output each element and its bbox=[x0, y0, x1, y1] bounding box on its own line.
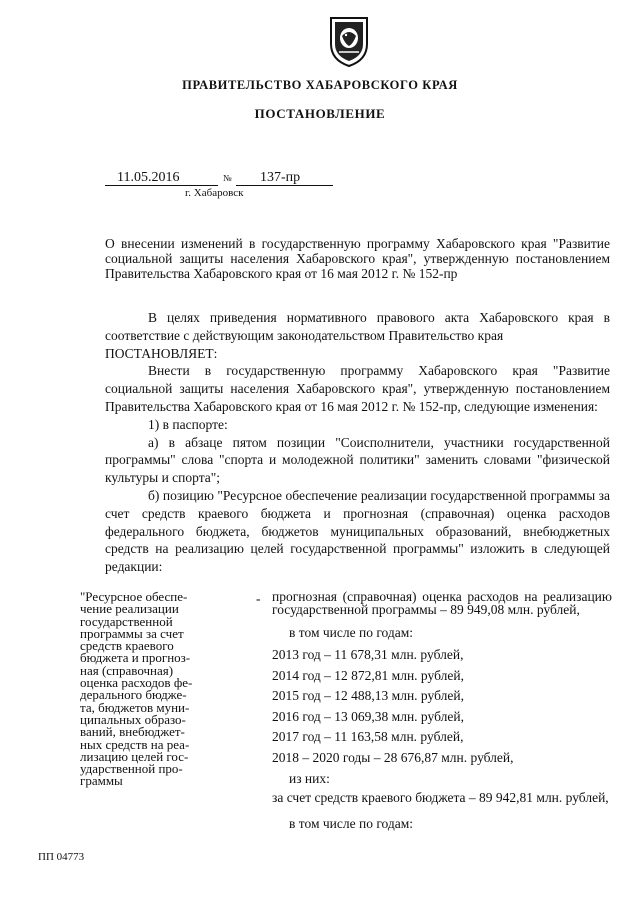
body-text bbox=[105, 309, 610, 576]
date-number-line bbox=[105, 170, 333, 186]
item-b-paragraph: б) позицию "Ресурсное обеспечение реализации государственной программы за счет средств краевого бюджета и прогнозная (справочная) оценка расходов федерального бюджета, бюджетов муниципальных образований, внебюджетных средств на реализацию целей государственной программы" изложить в следующей редакции: bbox=[105, 487, 610, 575]
of-which-label: из них: bbox=[289, 771, 330, 786]
resolves-heading: ПОСТАНОВЛЯЕТ: bbox=[105, 345, 218, 361]
city-label: г. Хабаровск bbox=[185, 187, 244, 199]
position-title-line: дерального бюдже- bbox=[80, 687, 187, 703]
year-amount: 2018 – 2020 годы – 28 676,87 млн. рублей, bbox=[272, 749, 514, 765]
year-amount: 2013 год – 11 678,31 млн. рублей, bbox=[272, 647, 464, 662]
position-title-line: средств краевого bbox=[80, 638, 174, 654]
item-a-paragraph: а) в абзаце пятом позиции "Соисполнители, участники государственной программы" слова "спорта и молодежной политики" заменить словами "физической культуры и спорта"; bbox=[105, 434, 610, 486]
position-title-line: ных средств на реа- bbox=[80, 736, 190, 752]
position-value-cell bbox=[272, 591, 612, 832]
position-title-line: лизацию целей гос- bbox=[80, 748, 189, 764]
by-years-label: в том числе по годам: bbox=[289, 625, 414, 640]
year-amount: 2014 год – 12 872,81 млн. рублей, bbox=[272, 667, 464, 683]
total-estimate: прогнозная (справочная) оценка расходов на реализацию государственной программы – 89 949,08 млн. рублей, bbox=[272, 589, 612, 617]
position-title-line: та, бюджетов муни- bbox=[80, 699, 190, 715]
position-title-line: граммы bbox=[80, 773, 123, 789]
position-title-line: ваний, внебюджет- bbox=[80, 724, 185, 740]
resolution-subject: О внесении изменений в государственную программу Хабаровского края "Развитие социальной защиты населения Хабаровского края", утвержденную постановлением Правительства Хабаровского края от 16 мая 2012 г. № 152-пр bbox=[105, 236, 610, 281]
resolution-number: 137-пр bbox=[260, 170, 301, 185]
year-amount: 2015 год – 12 488,13 млн. рублей, bbox=[272, 688, 464, 703]
preamble-paragraph: В целях приведения нормативного правового акта Хабаровского края в соответствие с действующим законодательством Правительство края bbox=[105, 310, 610, 343]
position-title-line: чение реализации bbox=[80, 601, 179, 617]
passport-item: 1) в паспорте: bbox=[148, 416, 228, 432]
position-title-line: бюджета и прогноз- bbox=[80, 650, 191, 666]
government-name: ПРАВИТЕЛЬСТВО ХАБАРОВСКОГО КРАЯ bbox=[182, 78, 458, 92]
resolution-date: 11.05.2016 bbox=[117, 170, 180, 185]
by-years-label: в том числе по годам: bbox=[289, 815, 414, 831]
separator-dash: - bbox=[256, 591, 261, 606]
document-type-title: ПОСТАНОВЛЕНИЕ bbox=[254, 106, 386, 121]
year-amount: 2016 год – 13 069,38 млн. рублей, bbox=[272, 708, 464, 724]
position-title-line: программы за счет bbox=[80, 625, 184, 641]
amendment-intro-paragraph: Внести в государственную программу Хабаровского края "Развитие социальной защиты населения Хабаровского края", утвержденную постановлением Правительства Хабаровского края от 16 мая 2012 г. № 152-пр, следующие изменения: bbox=[105, 363, 610, 414]
regional-budget-amount: за счет средств краевого бюджета – 89 942,81 млн. рублей, bbox=[272, 790, 609, 805]
position-title-line: "Ресурсное обеспе- bbox=[80, 589, 188, 604]
coat-of-arms-icon bbox=[327, 14, 371, 68]
position-title-line: ударственной про- bbox=[80, 761, 183, 777]
position-title-line: ная (справочная) bbox=[80, 662, 174, 678]
position-title-cell bbox=[80, 591, 240, 788]
year-amount: 2017 год – 11 163,58 млн. рублей, bbox=[272, 729, 464, 744]
number-sign: № bbox=[223, 173, 232, 183]
document-code: ПП 04773 bbox=[38, 851, 85, 863]
position-title-line: ципальных образо- bbox=[80, 711, 186, 727]
position-title-line: государственной bbox=[80, 613, 173, 629]
position-title-line: оценка расходов фе- bbox=[80, 675, 193, 691]
